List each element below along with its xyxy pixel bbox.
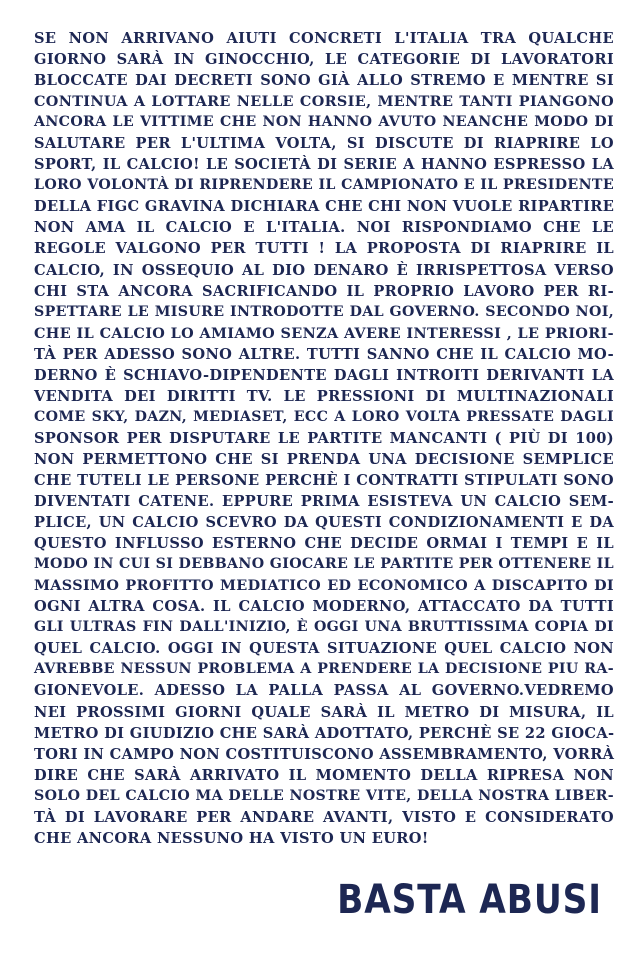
statement-line: SPONSOR PER DISPUTARE LE PARTITE MANCANTI ( PIÙ DI 100) [34, 429, 614, 447]
statement-line: SOLO DEL CALCIO MA DELLE NOSTRE VITE, DELLA NOSTRA LIBER- [34, 787, 614, 804]
statement-line: ANCORA LE VITTIME CHE NON HANNO AVUTO NEANCHE MODO DI [34, 114, 614, 131]
statement-line: QUEL CALCIO. OGGI IN QUESTA SITUAZIONE QUEL CALCIO NON [34, 640, 614, 658]
statement-line: METRO DI GIUDIZIO CHE SARÀ ADOTTATO, PERCHÈ SE 22 GIOCA- [34, 724, 615, 742]
statement-line: COME SKY, DAZN, MEDIASET, ECC A LORO VOLTA PRESSATE DAGLI [34, 408, 614, 425]
statement-body [34, 28, 614, 849]
statement-line: GIONEVOLE. ADESSO LA PALLA PASSA AL GOVERNO.VEDREMO [34, 682, 614, 700]
statement-line: QUESTO INFLUSSO ESTERNO CHE DECIDE ORMAI I TEMPI E IL [34, 535, 614, 553]
statement-line: DERNO È SCHIAVO-DIPENDENTE DAGLI INTROITI DERIVANTI LA [34, 366, 614, 384]
statement-line: OGNI ALTRA COSA. IL CALCIO MODERNO, ATTACCATO DA TUTTI [34, 598, 614, 616]
statement-line: LORO VOLONTÀ DI RIPRENDERE IL CAMPIONATO E IL PRESIDENTE [34, 177, 614, 194]
statement-line: AVREBBE NESSUN PROBLEMA A PRENDERE LA DECISIONE PIU RA- [34, 661, 614, 678]
statement-line: GIORNO SARÀ IN GINOCCHIO, LE CATEGORIE DI LAVORATORI [34, 51, 614, 69]
statement-line: NEI PROSSIMI GIORNI QUALE SARÀ IL METRO DI MISURA, IL [34, 703, 614, 721]
statement-line: DIRE CHE SARÀ ARRIVATO IL MOMENTO DELLA RIPRESA NON [34, 766, 614, 784]
statement-line: TÀ PER ADESSO SONO ALTRE. TUTTI SANNO CHE IL CALCIO MO- [34, 345, 614, 363]
statement-line: NON PERMETTONO CHE SI PRENDA UNA DECISIONE SEMPLICE [34, 450, 614, 468]
statement-line: REGOLE VALGONO PER TUTTI ! LA PROPOSTA DI RIAPRIRE IL [34, 240, 614, 258]
statement-line: TORI IN CAMPO NON COSTITUISCONO ASSEMBRAMENTO, VORRÀ [34, 745, 615, 763]
statement-line: VENDITA DEI DIRITTI TV. LE PRESSIONI DI MULTINAZIONALI [34, 387, 614, 405]
statement-line: NON AMA IL CALCIO E L'ITALIA. NOI RISPONDIAMO CHE LE [34, 219, 614, 237]
statement-line: DELLA FIGC GRAVINA DICHIARA CHE CHI NON VUOLE RIPARTIRE [34, 198, 615, 216]
statement-line: TÀ DI LAVORARE PER ANDARE AVANTI, VISTO E CONSIDERATO [34, 808, 614, 826]
statement-line: CHE IL CALCIO LO AMIAMO SENZA AVERE INTERESSI , LE PRIORI- [34, 324, 614, 342]
statement-line: CONTINUA A LOTTARE NELLE CORSIE, MENTRE TANTI PIANGONO [34, 93, 614, 111]
signature-basta-abusi: BASTA ABUSI [337, 877, 602, 923]
statement-line: BLOCCATE DAI DECRETI SONO GIÀ ALLO STREMO E MENTRE SI [34, 72, 614, 90]
statement-line: CHE ANCORA NESSUNO HA VISTO UN EURO! [34, 829, 429, 847]
statement-line: CHE TUTELI LE PERSONE PERCHÈ I CONTRATTI STIPULATI SONO [34, 471, 614, 489]
statement-line: SE NON ARRIVANO AIUTI CONCRETI L'ITALIA TRA QUALCHE [34, 30, 614, 47]
statement-line: SPORT, IL CALCIO! LE SOCIETÀ DI SERIE A HANNO ESPRESSO LA [34, 156, 614, 174]
statement-line: GLI ULTRAS FIN DALL'INIZIO, È OGGI UNA BRUTTISSIMA COPIA DI [34, 619, 614, 636]
statement-line: CHI STA ANCORA SACRIFICANDO IL PROPRIO LAVORO PER RI- [34, 282, 614, 300]
statement-line: SPETTARE LE MISURE INTRODOTTE DAL GOVERNO. SECONDO NOI, [34, 303, 614, 320]
statement-line: DIVENTATI CATENE. EPPURE PRIMA ESISTEVA UN CALCIO SEM- [34, 493, 614, 511]
statement-line: CALCIO, IN OSSEQUIO AL DIO DENARO È IRRISPETTOSA VERSO [34, 261, 614, 279]
statement-line: SALUTARE PER L'ULTIMA VOLTA, SI DISCUTE DI RIAPRIRE LO [34, 135, 614, 153]
statement-line: MASSIMO PROFITTO MEDIATICO ED ECONOMICO A DISCAPITO DI [34, 577, 614, 595]
statement-line: PLICE, UN CALCIO SCEVRO DA QUESTI CONDIZIONAMENTI E DA [34, 514, 614, 532]
statement-line: MODO IN CUI SI DEBBANO GIOCARE LE PARTITE PER OTTENERE IL [34, 556, 614, 573]
